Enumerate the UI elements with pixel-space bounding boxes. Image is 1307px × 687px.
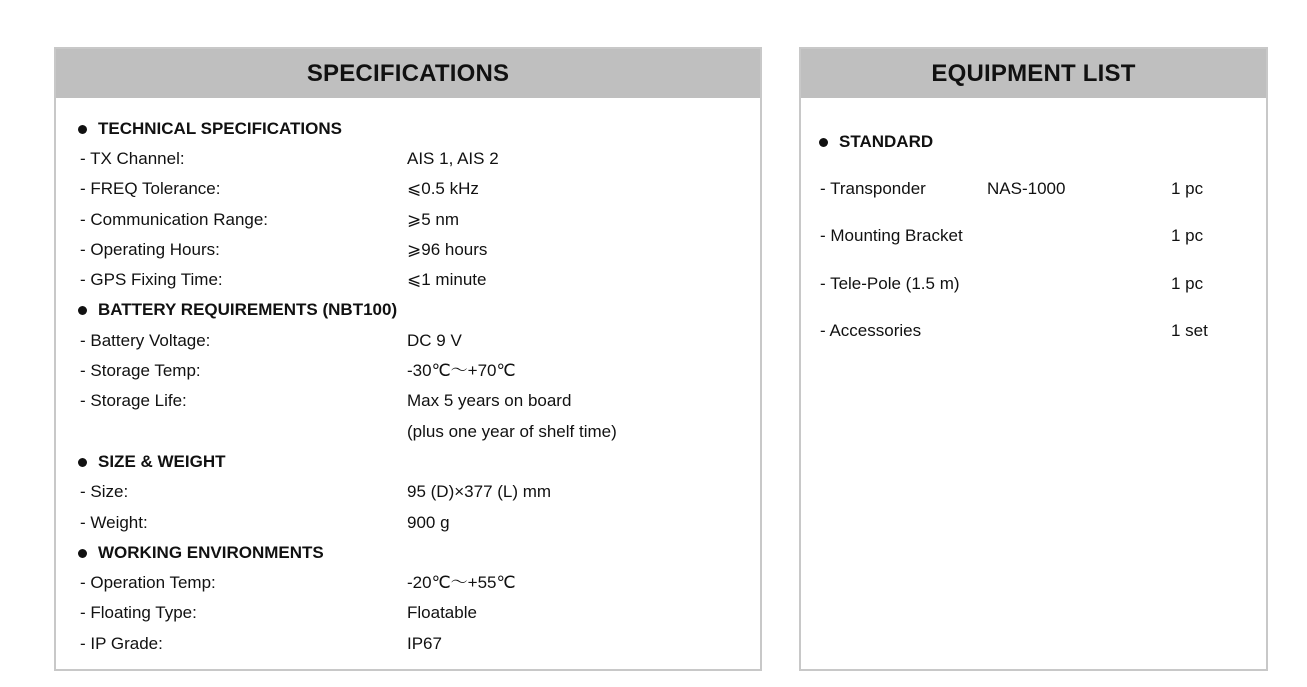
specifications-title: SPECIFICATIONS xyxy=(56,49,760,98)
section-heading-label: TECHNICAL SPECIFICATIONS xyxy=(98,119,342,138)
bullet-icon xyxy=(78,125,87,134)
equipment-item-qty: 1 pc xyxy=(1171,274,1204,293)
spec-label: - Weight: xyxy=(80,513,148,532)
spec-value: 900 g xyxy=(407,513,450,532)
section-heading-label: STANDARD xyxy=(839,132,934,151)
equipment-item-name: - Transponder xyxy=(820,179,926,198)
equipment-list-panel xyxy=(799,47,1268,671)
bullet-icon xyxy=(78,549,87,558)
spec-label: - Communication Range: xyxy=(80,210,269,229)
spec-label: - IP Grade: xyxy=(80,634,163,653)
spec-value: -20℃～+55℃ xyxy=(407,573,516,592)
spec-label: - Size: xyxy=(80,482,129,501)
section-heading-label: SIZE & WEIGHT xyxy=(98,452,226,471)
spec-label: - FREQ Tolerance: xyxy=(80,179,221,198)
section-heading-size-weight xyxy=(78,452,226,472)
spec-value: ⩽0.5 kHz xyxy=(407,179,479,198)
spec-label: - Storage Life: xyxy=(80,391,187,410)
spec-value: ⩾96 hours xyxy=(407,240,488,259)
equipment-item-qty: 1 set xyxy=(1171,321,1208,340)
spec-value: DC 9 V xyxy=(407,331,462,350)
spec-value: Floatable xyxy=(407,603,477,622)
spec-value: Max 5 years on board xyxy=(407,391,572,410)
spec-value: IP67 xyxy=(407,634,442,653)
bullet-icon xyxy=(78,458,87,467)
spec-label: - GPS Fixing Time: xyxy=(80,270,223,289)
spec-value: (plus one year of shelf time) xyxy=(407,422,617,441)
spec-label: - Storage Temp: xyxy=(80,361,201,380)
equipment-item-name: - Mounting Bracket xyxy=(820,226,963,245)
bullet-icon xyxy=(78,306,87,315)
spec-label: - Floating Type: xyxy=(80,603,197,622)
spec-label: - Operation Temp: xyxy=(80,573,216,592)
spec-value: AIS 1, AIS 2 xyxy=(407,149,499,168)
section-heading-technical xyxy=(78,119,342,139)
section-heading-battery xyxy=(78,300,397,320)
section-heading-label: BATTERY REQUIREMENTS (NBT100) xyxy=(98,300,398,319)
spec-value: 95 (D)×377 (L) mm xyxy=(407,482,552,501)
spec-value: -30℃～+70℃ xyxy=(407,361,516,380)
section-heading-working-environments xyxy=(78,543,324,563)
spec-label: - TX Channel: xyxy=(80,149,185,168)
spec-value: ⩽1 minute xyxy=(407,270,487,289)
equipment-item-qty: 1 pc xyxy=(1171,226,1204,245)
equipment-item-qty: 1 pc xyxy=(1171,179,1204,198)
bullet-icon xyxy=(819,138,828,147)
spec-label: - Operating Hours: xyxy=(80,240,220,259)
equipment-list-title: EQUIPMENT LIST xyxy=(801,49,1266,98)
equipment-item-name: - Tele-Pole (1.5 m) xyxy=(820,274,960,293)
equipment-item-name: - Accessories xyxy=(820,321,922,340)
spec-value: ⩾5 nm xyxy=(407,210,460,229)
spec-label: - Battery Voltage: xyxy=(80,331,211,350)
specifications-panel xyxy=(54,47,762,671)
section-heading-label: WORKING ENVIRONMENTS xyxy=(98,543,324,562)
section-heading-standard xyxy=(819,132,933,152)
equipment-item-model: NAS-1000 xyxy=(987,179,1066,198)
